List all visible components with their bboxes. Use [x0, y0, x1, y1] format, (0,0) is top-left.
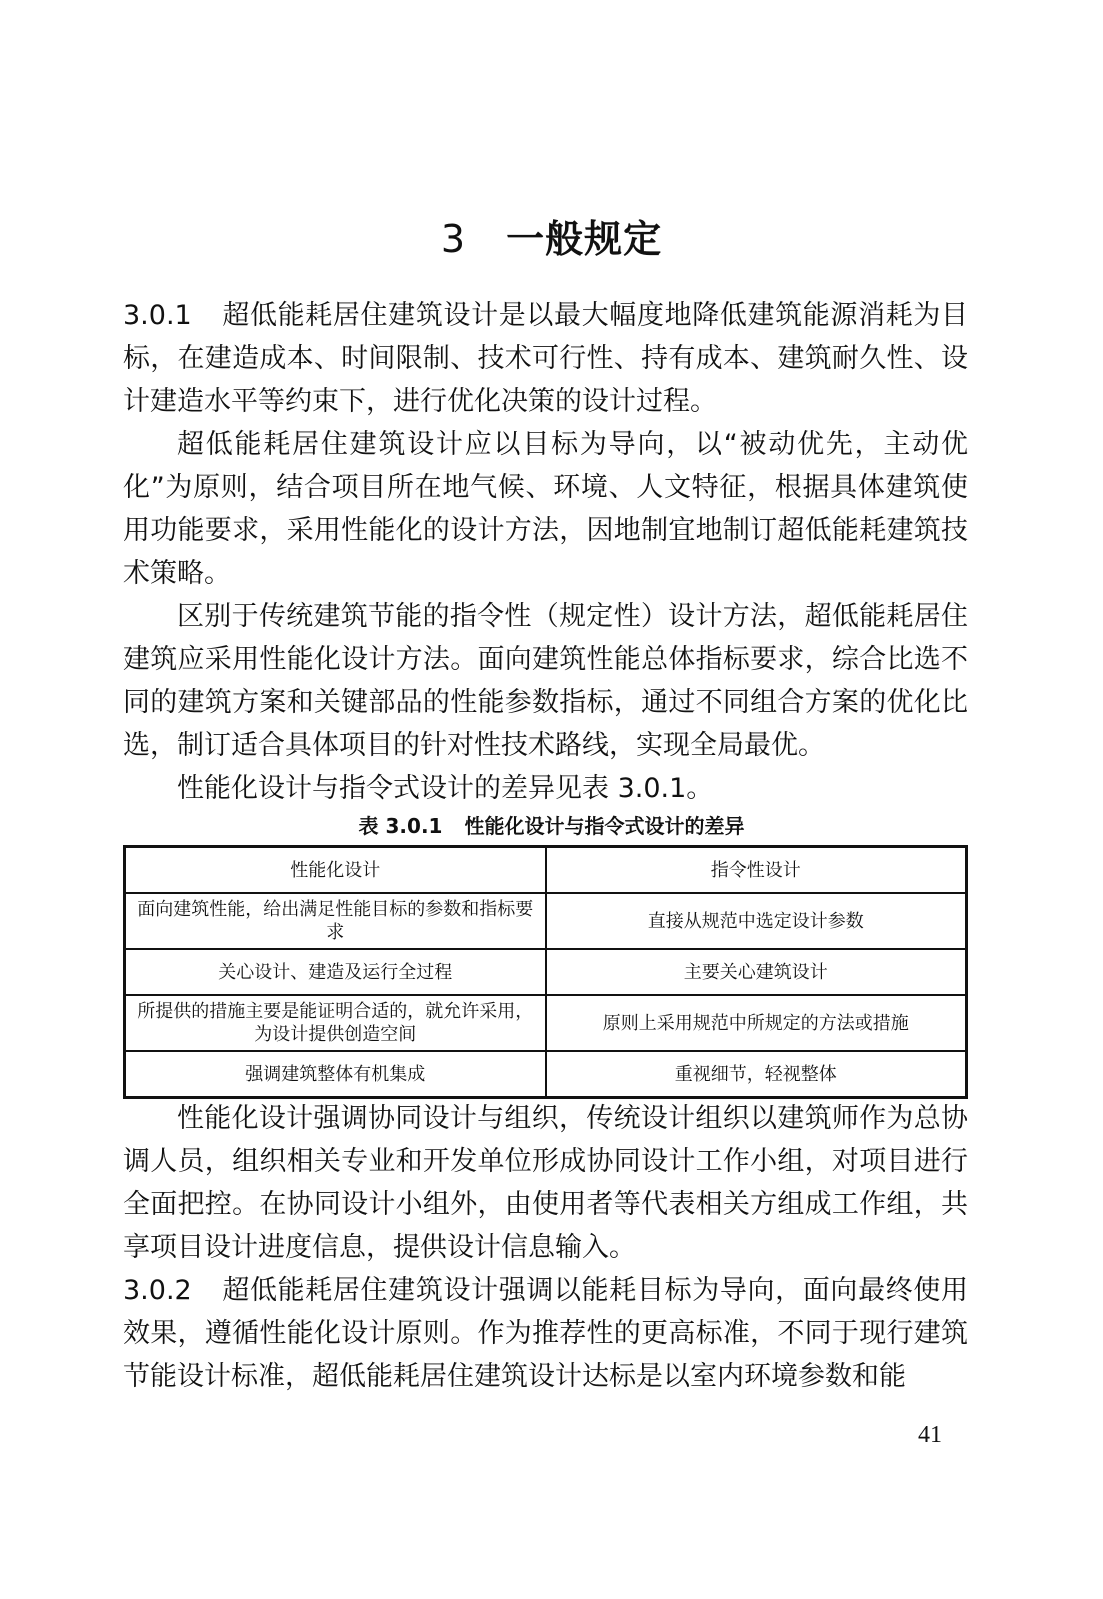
table-cell: 面向建筑性能，给出满足性能目标的参数和指标要求	[125, 893, 546, 949]
table-header-row	[125, 847, 967, 894]
chapter-number: 3	[440, 217, 467, 261]
table-cell: 重视细节，轻视整体	[546, 1051, 967, 1098]
header-prescriptive-design: 指令性设计	[546, 847, 967, 894]
comparison-table	[123, 845, 968, 1099]
chapter-title-text: 一般规定	[506, 217, 663, 261]
table-cell: 关心设计、建造及运行全过程	[125, 949, 546, 995]
paragraph-collaborative-design: 性能化设计强调协同设计与组织，传统设计组织以建筑师作为总协调人员，组织相关专业和开发单位形成协同设计工作小组，对项目进行全面把控。在协同设计小组外，由使用者等代表相关方组成工作组，共享项目设计进度信息，提供设计信息输入。	[123, 1103, 968, 1263]
table-cell: 所提供的措施主要是能证明合适的，就允许采用，为设计提供创造空间	[125, 995, 546, 1051]
clause-3-0-1	[123, 294, 968, 423]
table-cell: 主要关心建筑设计	[546, 949, 967, 995]
table-row	[125, 893, 967, 949]
paragraph-performance-method: 区别于传统建筑节能的指令性（规定性）设计方法，超低能耗居住建筑应采用性能化设计方法。面向建筑性能总体指标要求，综合比选不同的建筑方案和关键部品的性能参数指标，通过不同组合方案的优化比选，制订适合具体项目的针对性技术路线，实现全局最优。	[123, 601, 968, 761]
chapter-title	[0, 208, 1103, 263]
table-row	[125, 1051, 967, 1098]
clause-3-0-2	[123, 1269, 968, 1398]
table-cell: 直接从规范中选定设计参数	[546, 893, 967, 949]
table-row	[125, 949, 967, 995]
table-caption	[0, 810, 1103, 839]
clause-text: 超低能耗居住建筑设计强调以能耗目标为导向，面向最终使用效果，遵循性能化设计原则。作为推荐性的更高标准，不同于现行建筑节能设计标准，超低能耗居住建筑设计达标是以室内环境参数和能	[123, 1275, 968, 1392]
table-cell: 强调建筑整体有机集成	[125, 1051, 546, 1098]
clause-text: 超低能耗居住建筑设计是以最大幅度地降低建筑能源消耗为目标，在建造成本、时间限制、技术可行性、持有成本、建筑耐久性、设计建造水平等约束下，进行优化决策的设计过程。	[123, 300, 968, 417]
paragraph-objective-oriented: 超低能耗居住建筑设计应以目标为导向，以“被动优先，主动优化”为原则，结合项目所在地气候、环境、人文特征，根据具体建筑使用功能要求，采用性能化的设计方法，因地制宜地制订超低能耗建筑技术策略。	[123, 429, 968, 589]
table-caption-number: 表 3.0.1	[358, 814, 443, 838]
page-number: 41	[918, 1422, 942, 1448]
header-performance-design: 性能化设计	[125, 847, 546, 894]
paragraph-table-reference: 性能化设计与指令式设计的差异见表 3.0.1。	[177, 773, 714, 804]
table-row	[125, 995, 967, 1051]
clause-number: 3.0.2	[123, 1275, 192, 1306]
table-cell: 原则上采用规范中所规定的方法或措施	[546, 995, 967, 1051]
table-caption-title: 性能化设计与指令式设计的差异	[464, 814, 745, 838]
clause-number: 3.0.1	[123, 300, 192, 331]
